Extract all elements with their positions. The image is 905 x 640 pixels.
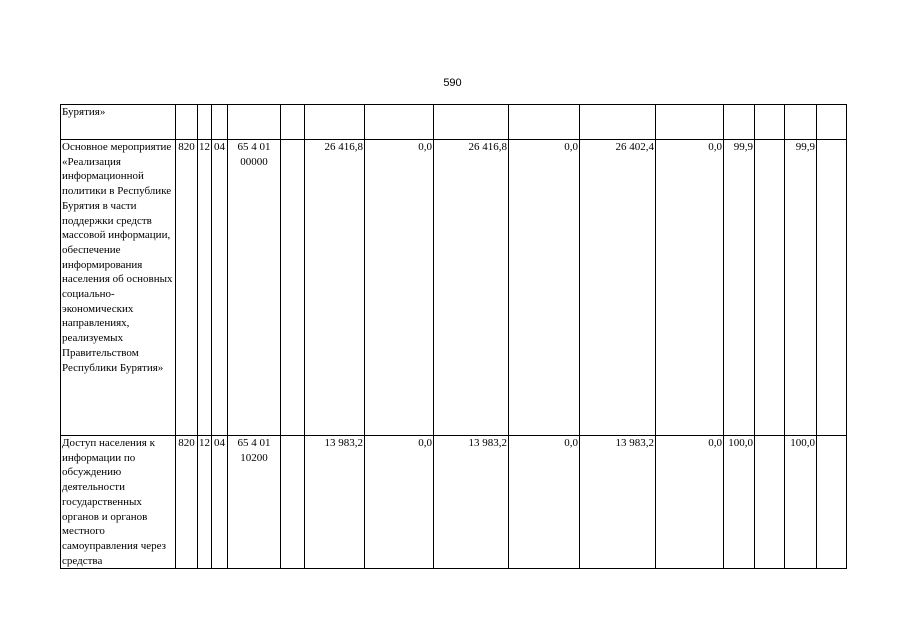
cell-vr [281, 105, 305, 140]
cell-name: Бурятия» [61, 105, 176, 140]
cell-grbs [176, 105, 198, 140]
cell-pct-b [755, 140, 785, 436]
cell-csr: 65 4 01 00000 [228, 140, 281, 436]
cell-grbs: 820 [176, 436, 198, 569]
cell-pct-c: 99,9 [785, 140, 817, 436]
cell-plan-rep: 13 983,2 [434, 436, 509, 569]
cell-pct-b [755, 436, 785, 569]
cell-plan-fed: 0,0 [365, 140, 434, 436]
cell-pct-c: 100,0 [785, 436, 817, 569]
cell-pct-d [817, 105, 847, 140]
cell-grbs: 820 [176, 140, 198, 436]
cell-fact-fed-plan: 0,0 [509, 436, 580, 569]
cell-vr [281, 436, 305, 569]
cell-pr [212, 105, 228, 140]
cell-fact-fed-plan: 0,0 [509, 140, 580, 436]
cell-name: Доступ населения к информации по обсуждению деятельности государственных органов и органов местного самоуправления через средства [61, 436, 176, 569]
cell-pct-a: 99,9 [724, 140, 755, 436]
cell-plan-rep [434, 105, 509, 140]
cell-rz: 12 [198, 436, 212, 569]
cell-fact-fed-plan [509, 105, 580, 140]
cell-fact-total [580, 105, 656, 140]
cell-fact-total: 13 983,2 [580, 436, 656, 569]
cell-pct-c [785, 105, 817, 140]
cell-plan-fed [365, 105, 434, 140]
cell-name: Основное мероприятие «Реализация информационной политики в Республике Бурятия в части поддержки средств массовой информации, обеспечение информирования населения об основных социально-экономических направлениях, реализуемых Правительством Республики Бурятия» [61, 140, 176, 436]
table-row [61, 436, 847, 569]
cell-plan-total: 26 416,8 [305, 140, 365, 436]
cell-rz [198, 105, 212, 140]
table-row [61, 140, 847, 436]
cell-rz: 12 [198, 140, 212, 436]
page-number: 590 [443, 77, 462, 89]
cell-fact-total: 26 402,4 [580, 140, 656, 436]
cell-plan-total: 13 983,2 [305, 436, 365, 569]
cell-pct-a: 100,0 [724, 436, 755, 569]
cell-pct-a [724, 105, 755, 140]
cell-pct-d [817, 436, 847, 569]
budget-execution-table [60, 104, 847, 569]
cell-plan-total [305, 105, 365, 140]
cell-pr: 04 [212, 436, 228, 569]
table-row [61, 105, 847, 140]
cell-csr: 65 4 01 10200 [228, 436, 281, 569]
cell-fact-fed: 0,0 [656, 140, 724, 436]
cell-pr: 04 [212, 140, 228, 436]
cell-csr [228, 105, 281, 140]
cell-plan-rep: 26 416,8 [434, 140, 509, 436]
cell-pct-d [817, 140, 847, 436]
cell-plan-fed: 0,0 [365, 436, 434, 569]
cell-pct-b [755, 105, 785, 140]
cell-fact-fed: 0,0 [656, 436, 724, 569]
cell-vr [281, 140, 305, 436]
cell-fact-fed [656, 105, 724, 140]
